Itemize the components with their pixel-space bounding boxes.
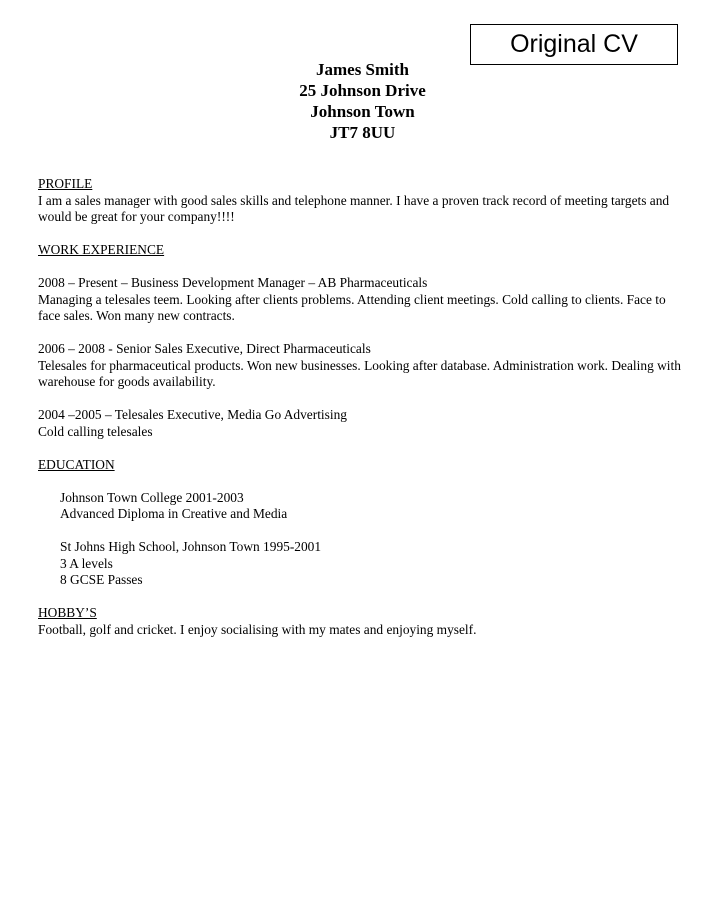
job-description: Telesales for pharmaceutical products. Won new businesses. Looking after database. Administration work. Dealing with warehouse for goods availability. (38, 357, 681, 389)
job-entry (38, 275, 683, 325)
profile-heading: PROFILE (38, 176, 93, 191)
address-line-1: 25 Johnson Drive (299, 81, 426, 100)
work-experience-heading: WORK EXPERIENCE (38, 242, 165, 257)
work-experience-section (38, 242, 683, 440)
candidate-name: James Smith (315, 60, 410, 79)
job-description: Cold calling telesales (38, 423, 153, 439)
education-heading: EDUCATION (38, 456, 115, 472)
education-line: 8 GCSE Passes (60, 572, 143, 587)
job-heading: 2008 – Present – Business Development Manager – AB Pharmaceuticals (38, 275, 428, 290)
postcode: JT7 8UU (329, 123, 396, 142)
education-line: Advanced Diploma in Creative and Media (60, 506, 288, 521)
job-description: Managing a telesales teem. Looking after clients problems. Attending client meetings. Cold calling to clients. Face to face sales. Won many new contracts. (38, 291, 666, 323)
education-line: Johnson Town College 2001-2003 (60, 489, 244, 505)
education-line: St Johns High School, Johnson Town 1995-2001 (60, 539, 322, 554)
education-entry (38, 539, 683, 589)
original-cv-label: Original CV (470, 24, 678, 65)
hobbies-text: Football, golf and cricket. I enjoy socialising with my mates and enjoying myself. (38, 621, 477, 637)
address-line-2: Johnson Town (310, 102, 415, 121)
education-entry (38, 490, 683, 523)
job-entry (38, 341, 683, 391)
job-heading: 2004 –2005 – Telesales Executive, Media Go Advertising (38, 407, 347, 422)
job-heading: 2006 – 2008 - Senior Sales Executive, Direct Pharmaceuticals (38, 341, 371, 356)
hobbies-section (38, 605, 683, 638)
education-section (38, 457, 683, 589)
profile-section (38, 176, 683, 226)
cv-body (38, 176, 683, 638)
profile-text: I am a sales manager with good sales skills and telephone manner. I have a proven track record of meeting targets and would be great for your company!!!! (38, 192, 670, 224)
cv-header (0, 59, 725, 143)
job-entry (38, 407, 683, 440)
education-line: 3 A levels (60, 555, 113, 571)
hobbies-heading: HOBBY’S (38, 605, 97, 620)
